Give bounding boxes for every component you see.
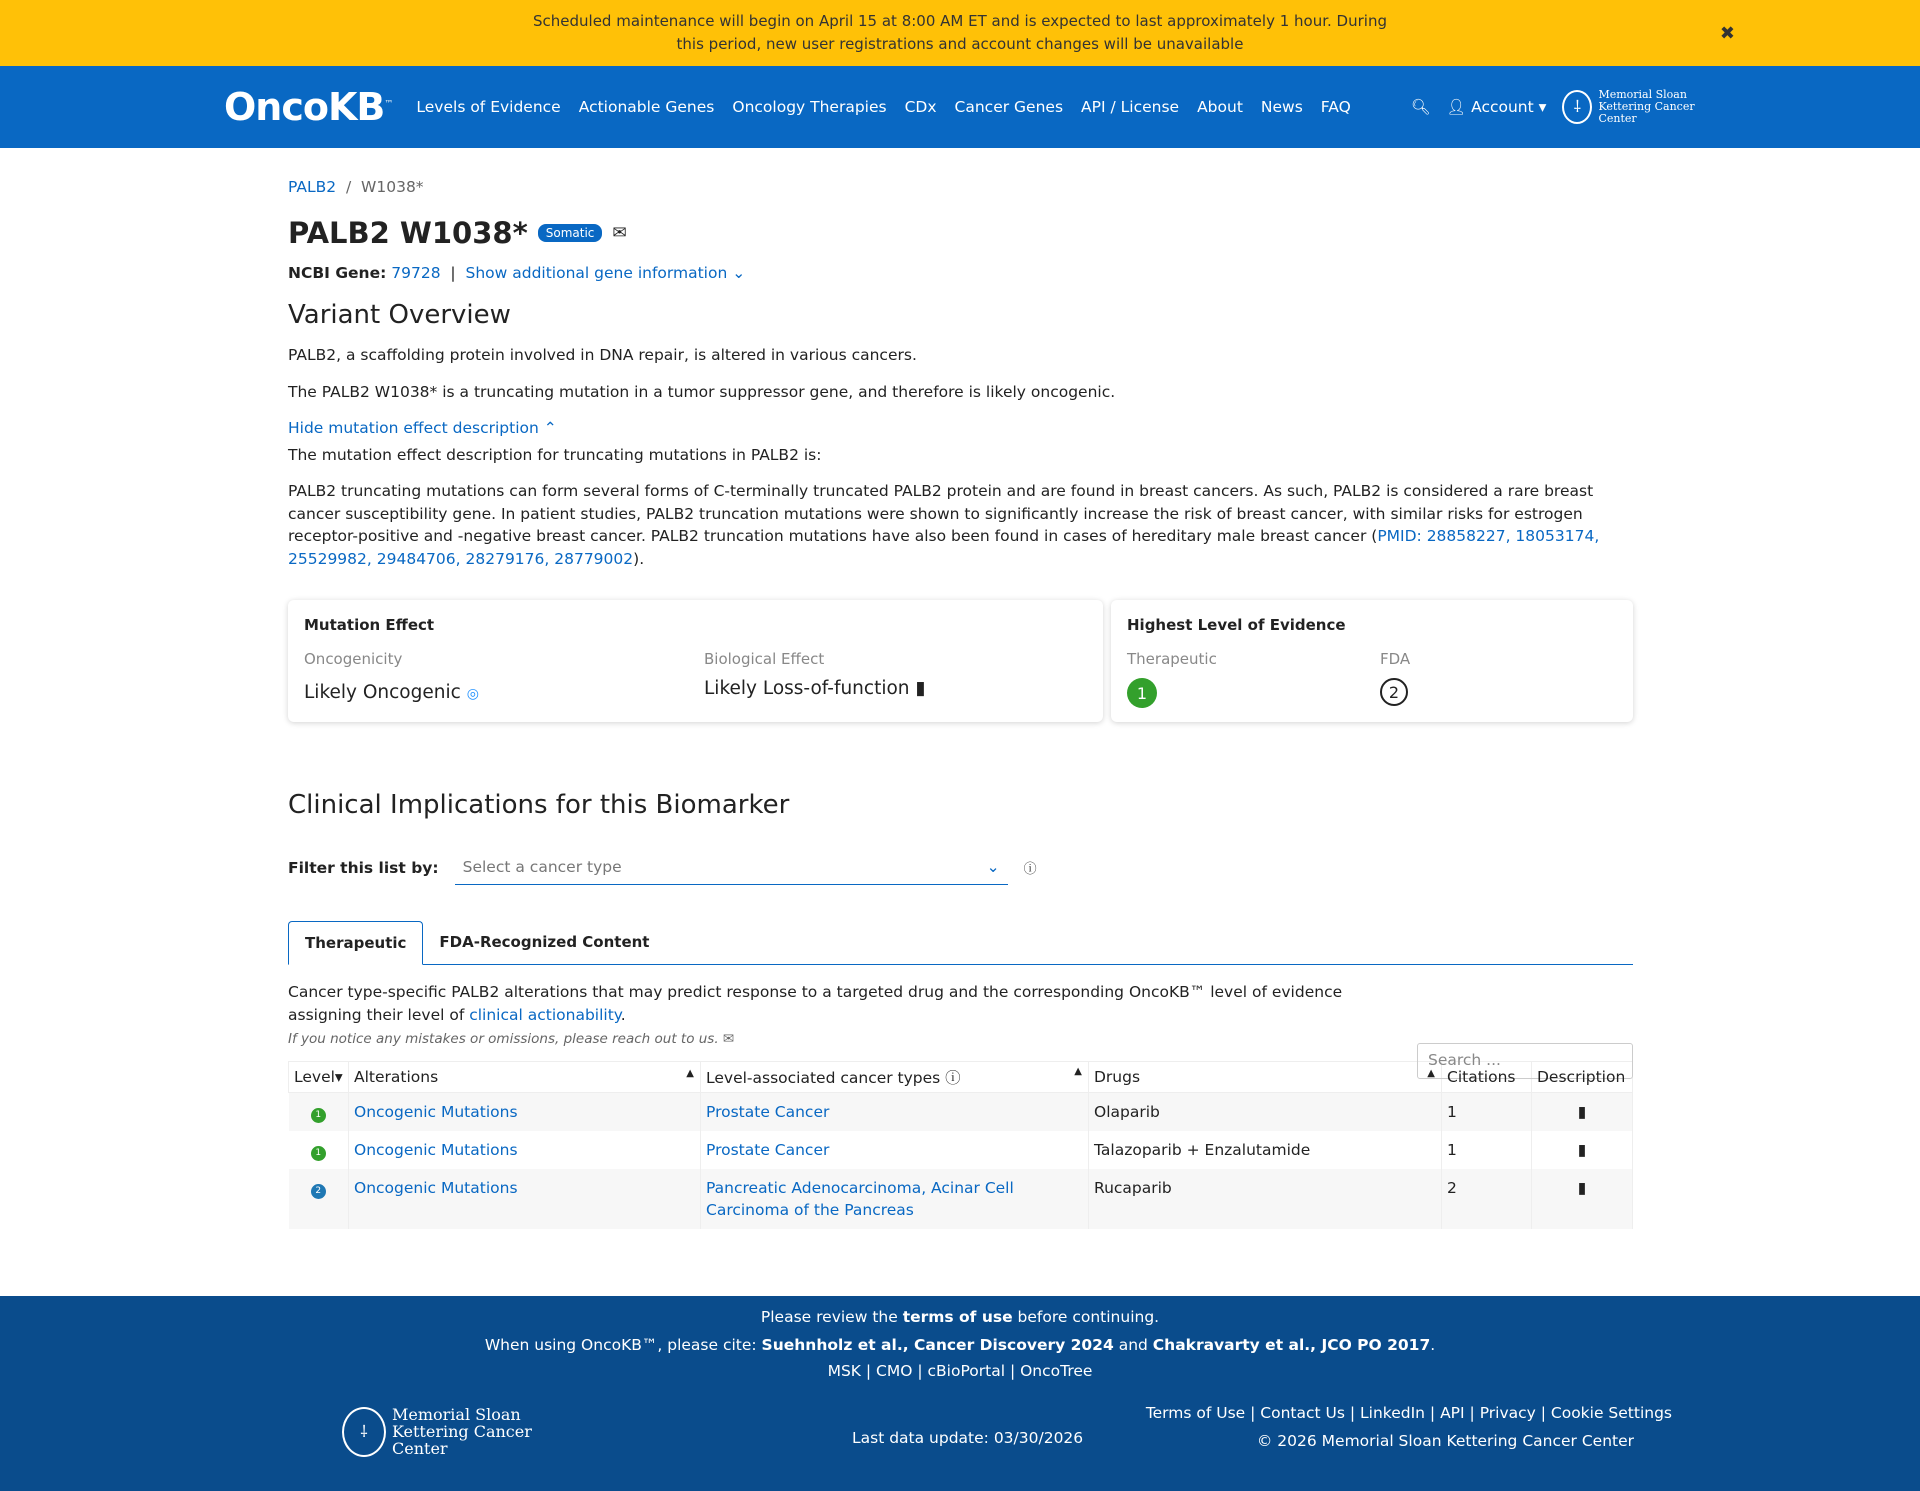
nav-cancer-genes[interactable]: Cancer Genes — [954, 98, 1064, 116]
header-cancer-types[interactable]: Level-associated cancer types ⓘ ▲ — [701, 1062, 1089, 1093]
footer-cookie[interactable]: Cookie Settings — [1550, 1404, 1672, 1422]
msk-logo[interactable]: ⸸ Memorial Sloan Kettering Cancer Center — [1562, 89, 1728, 125]
header-drugs[interactable]: Drugs ▲ — [1089, 1062, 1442, 1093]
footer-api[interactable]: API — [1440, 1404, 1465, 1422]
level-icon[interactable]: 1 — [311, 1146, 326, 1161]
maintenance-banner — [0, 0, 1920, 66]
book-icon[interactable]: ▮ — [1532, 1169, 1633, 1229]
hide-description-link[interactable]: Hide mutation effect description ⌃ — [288, 419, 557, 437]
alteration-link[interactable]: Oncogenic Mutations — [354, 1103, 518, 1121]
clinical-implications-heading: Clinical Implications for this Biomarker — [288, 790, 790, 820]
therapeutic-table — [288, 1061, 1633, 1229]
nav-actionable-genes[interactable]: Actionable Genes — [578, 98, 715, 116]
nav-about[interactable]: About — [1197, 98, 1243, 116]
footer-contact[interactable]: Contact Us — [1260, 1404, 1345, 1422]
table-search-input[interactable]: Search ... — [1417, 1043, 1633, 1079]
breadcrumb-variant: W1038* — [361, 178, 424, 196]
ncbi-gene-link[interactable]: 79728 — [391, 264, 441, 282]
book-icon[interactable]: ▮ — [1532, 1093, 1633, 1132]
book-icon[interactable]: ▮ — [1532, 1131, 1633, 1169]
banner-text: Scheduled maintenance will begin on April 15 at 8:00 AM ET and is expected to last approximately 1 hour. During this period, new user registrations and account changes will be unavailable — [533, 12, 1387, 53]
copyright: © 2026 Memorial Sloan Kettering Cancer Center — [1256, 1432, 1634, 1450]
nav-faq[interactable]: FAQ — [1320, 98, 1351, 116]
close-icon[interactable]: ✖ — [1719, 23, 1735, 44]
footer: Please review the terms of use before continuing. When using OncoKB™, please cite: Suehnholz et al., Cancer Discovery 2024 and Chakravarty et al., JCO PO 2017. MSK | CMO | cBioPortal | OncoTree ⸸ Memorial Sloan Kettering Cancer Center Last data update: 03/30/2026 Terms of Use | Contact Us | LinkedIn | API | Privacy | Cookie Settings © 2026 Memorial Sloan Kettering Cancer Center — [0, 1296, 1920, 1491]
show-gene-info-link[interactable]: Show additional gene information ⌄ — [465, 264, 746, 282]
level-icon[interactable]: 1 — [311, 1108, 326, 1123]
nav-api-license[interactable]: API / License — [1081, 98, 1180, 116]
footer-link-msk[interactable]: MSK — [827, 1362, 861, 1380]
alteration-link[interactable]: Oncogenic Mutations — [354, 1179, 518, 1197]
drug: Talazoparib + Enzalutamide — [1089, 1131, 1442, 1169]
account-menu[interactable]: 👤︎ Account ▾ — [1446, 98, 1547, 116]
oncogenicity-value: Likely Oncogenic — [304, 682, 461, 703]
level-1-icon[interactable]: 1 — [1127, 678, 1157, 708]
mail-icon[interactable]: ✉ — [612, 223, 627, 243]
page-title: PALB2 W1038* Somatic ✉ — [288, 216, 627, 250]
chevron-down-icon: ⌄ — [986, 858, 1000, 876]
nav-levels[interactable]: Levels of Evidence — [416, 98, 561, 116]
breadcrumb-gene[interactable]: PALB2 — [288, 178, 337, 196]
oncogenic-icon[interactable]: ◎ — [466, 686, 479, 702]
alteration-link[interactable]: Oncogenic Mutations — [354, 1141, 518, 1159]
drug: Olaparib — [1089, 1093, 1442, 1132]
level-icon[interactable]: 2 — [311, 1184, 326, 1199]
overview-summary: PALB2, a scaffolding protein involved in DNA repair, is altered in various cancers. — [288, 346, 917, 364]
footer-link-oncotree[interactable]: OncoTree — [1020, 1362, 1093, 1380]
cancer-type-link[interactable]: Prostate Cancer — [706, 1141, 830, 1159]
book-icon[interactable]: ▮ — [915, 678, 926, 699]
variant-overview-heading: Variant Overview — [288, 300, 511, 330]
nav-oncology-therapies[interactable]: Oncology Therapies — [732, 98, 887, 116]
mutation-effect-card: Mutation Effect Oncogenicity Likely Oncogenic ◎ Biological Effect Likely Loss-of-function ▮ — [288, 600, 1103, 722]
header-citations[interactable]: Citations — [1442, 1062, 1532, 1093]
somatic-badge: Somatic — [538, 224, 603, 242]
header-description[interactable]: Description — [1532, 1062, 1633, 1093]
table-description: Cancer type-specific PALB2 alterations that may predict response to a targeted drug and the corresponding OncoKB™ level of evidence assigning their level of clinical actionability. — [288, 983, 1343, 1024]
last-update: Last data update: 03/30/2026 — [852, 1429, 1084, 1447]
search-icon[interactable]: 🔍︎ — [1410, 98, 1431, 116]
cancer-type-link[interactable]: Prostate Cancer — [706, 1103, 830, 1121]
top-nav — [0, 66, 1920, 148]
nav-news[interactable]: News — [1260, 98, 1303, 116]
terms-link[interactable]: terms of use — [902, 1308, 1013, 1326]
drug: Rucaparib — [1089, 1169, 1442, 1229]
info-icon[interactable]: ⓘ — [1023, 862, 1037, 877]
table-row — [289, 1131, 1633, 1169]
header-alterations[interactable]: Alterations ▲ — [349, 1062, 701, 1093]
table-row — [289, 1093, 1633, 1132]
filter-label: Filter this list by: — [288, 858, 439, 877]
citations: 2 — [1442, 1169, 1532, 1229]
variant-summary: The PALB2 W1038* is a truncating mutation in a tumor suppressor gene, and therefore is likely oncogenic. — [288, 382, 1116, 401]
footer-linkedin[interactable]: LinkedIn — [1360, 1404, 1425, 1422]
ncbi-label: NCBI Gene: — [288, 264, 387, 282]
citation-1[interactable]: Suehnholz et al., Cancer Discovery 2024 — [761, 1336, 1114, 1354]
citations: 1 — [1442, 1131, 1532, 1169]
feedback-note: If you notice any mistakes or omissions, please reach out to us. ✉ — [288, 1031, 735, 1047]
cancer-type-select[interactable]: Select a cancer type ⌄ — [455, 850, 1008, 885]
footer-link-cmo[interactable]: CMO — [876, 1362, 913, 1380]
biological-effect-value: Likely Loss-of-function — [704, 678, 910, 699]
citations: 1 — [1442, 1093, 1532, 1132]
footer-link-cbioportal[interactable]: cBioPortal — [927, 1362, 1006, 1380]
footer-msk-logo[interactable]: ⸸ Memorial Sloan Kettering Cancer Center — [342, 1406, 592, 1457]
oncokb-logo[interactable]: OncoKB™ — [224, 85, 393, 129]
tab-fda[interactable]: FDA-Recognized Content — [439, 933, 650, 951]
nav-cdx[interactable]: CDx — [904, 98, 937, 116]
tab-therapeutic[interactable]: Therapeutic — [288, 921, 423, 965]
footer-terms[interactable]: Terms of Use — [1145, 1404, 1246, 1422]
mutation-effect-intro: The mutation effect description for truncating mutations in PALB2 is: — [288, 445, 822, 464]
highest-level-card: Highest Level of Evidence Therapeutic 1 FDA 2 — [1111, 600, 1633, 722]
table-row — [289, 1169, 1633, 1229]
fda-level-2-icon[interactable]: 2 — [1380, 678, 1408, 706]
citation-2[interactable]: Chakravarty et al., JCO PO 2017 — [1152, 1336, 1431, 1354]
clinical-actionability-link[interactable]: clinical actionability — [469, 1006, 621, 1024]
cancer-type-link[interactable]: Pancreatic Adenocarcinoma, Acinar Cell Carcinoma of the Pancreas — [706, 1179, 1014, 1219]
mutation-effect-description: PALB2 truncating mutations can form several forms of C-terminally truncated PALB2 protein and are found in breast cancers. As such, PALB2 is considered a rare breast cancer susceptibility gene. In patient studies, PALB2 truncation mutations were shown to significantly increase the risk of breast cancer, with similar risks for estrogen receptor-positive and -negative breast cancer. PALB2 truncation mutations have also been found in cases of hereditary male breast cancer (PMID: 28858227, 18053174, 25529982, 29484706, 28279176, 28779002). — [288, 482, 1600, 568]
footer-privacy[interactable]: Privacy — [1479, 1404, 1536, 1422]
header-level[interactable]: Level▾ — [289, 1062, 349, 1093]
pmid-links[interactable]: PMID: 28858227, 18053174, 25529982, 29484706, 28279176, 28779002 — [288, 527, 1600, 568]
breadcrumb: PALB2 / W1038* — [288, 178, 424, 196]
